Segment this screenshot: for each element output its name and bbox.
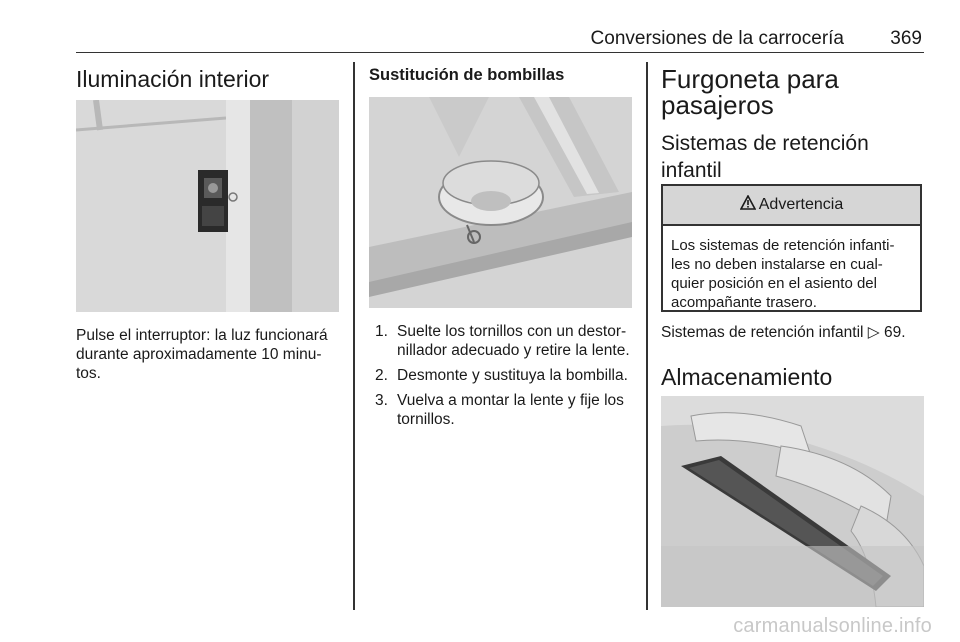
- warning-text: Los sistemas de retención infanti-les no deben instalarse en cual-quier posición en el asiento del acompañante trasero.: [671, 237, 895, 311]
- list-item: [375, 322, 633, 360]
- interior-light-text: Pulse el interruptor: la luz funcionará durante aproximadamente 10 minu-tos.: [76, 327, 328, 382]
- warning-header: [663, 186, 920, 226]
- section-heading-passenger-van: Furgoneta para pasajeros: [661, 64, 839, 120]
- list-item: [375, 391, 633, 429]
- warning-title: Advertencia: [758, 196, 844, 213]
- reference-page-link[interactable]: 69.: [884, 324, 906, 341]
- ceiling-lamp-photo: [369, 97, 632, 308]
- step-text: Suelte los tornillos con un destor-nillador adecuado y retire la lente.: [397, 323, 630, 359]
- step-text: Vuelva a montar la lente y fije los tornillos.: [397, 392, 624, 428]
- chapter-title: Conversiones de la carrocería: [590, 28, 844, 49]
- page-number: 369: [890, 28, 922, 49]
- column-divider: [646, 62, 648, 610]
- step-number: 2.: [375, 367, 388, 384]
- reference-text: Sistemas de retención infantil: [661, 324, 864, 341]
- column-divider: [353, 62, 355, 610]
- step-text: Desmonte y sustituya la bombilla.: [397, 367, 628, 384]
- section-heading-bulb-replacement: Sustitución de bombillas: [369, 66, 565, 84]
- step-number: 1.: [375, 323, 388, 340]
- warning-box: [661, 184, 922, 312]
- subheading-child-restraints: Sistemas de retención infantil: [661, 132, 869, 182]
- warning-triangle-icon: [740, 195, 756, 215]
- child-restraint-reference: [661, 323, 931, 342]
- section-heading-storage: Almacenamiento: [661, 364, 833, 390]
- section-heading-interior-light: Iluminación interior: [76, 66, 270, 92]
- step-number: 3.: [375, 392, 388, 409]
- page-reference-arrow-icon: ▷: [867, 324, 880, 341]
- bulb-replacement-steps: [375, 322, 633, 435]
- list-item: [375, 366, 633, 385]
- watermark: carmanualsonline.info: [733, 615, 932, 637]
- interior-light-switch-photo: [76, 100, 339, 312]
- rear-seat-storage-photo: [661, 396, 924, 607]
- page-header: [76, 26, 924, 53]
